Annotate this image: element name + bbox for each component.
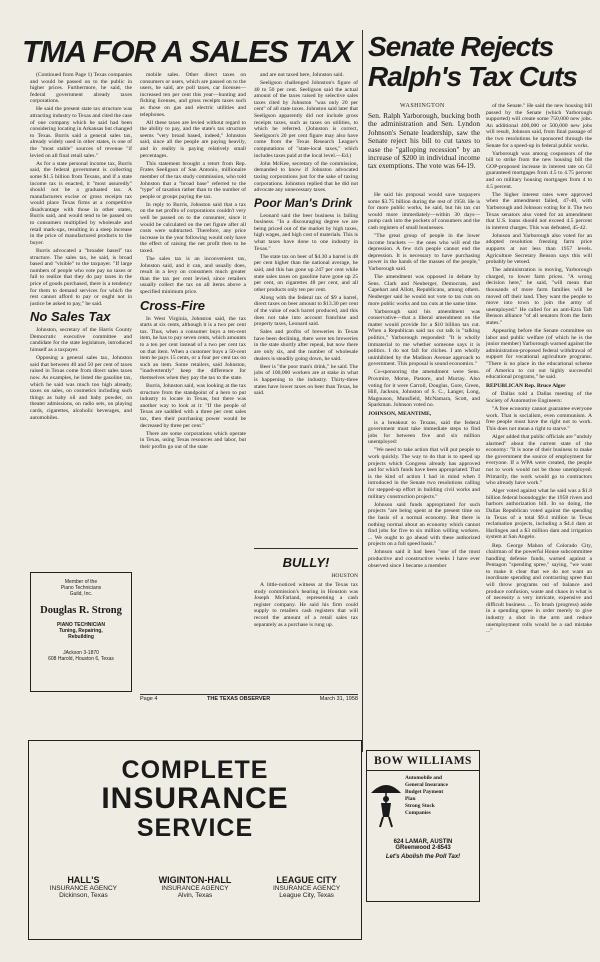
paragraph: Johnson said it had been "one of the most productive and constructive weeks I have ever observed since I became a member [368, 549, 480, 569]
ad-insurance [28, 740, 362, 940]
paragraph: In West Virginia, Johnston said, the tax starts at six cents, although it is a two per cent tax. Thus, when a consumer buys a ten-cent item, he has to pay seven cents, which amounts to a ten per cent instead of a two per cent tax on that item. When a customer buys a 50-cent item he pays 15 cents, or a four per cent tax on such an item. Some retailers, said Johnston, "inadvertently" keep the difference for themselves when they pay the tax to the state. [140, 315, 246, 381]
ad-text: Piano Technicians [60, 585, 102, 591]
ad-bow-williams [366, 750, 480, 902]
paragraph: is a breakout to Texans, said the federal government must take immediate steps to find jobs for between five and six million unemployed: [368, 419, 480, 446]
ad-bow-phone: GReenwood 2-8543 [395, 845, 451, 851]
ad-insurance-line2: INSURANCE [101, 782, 289, 816]
ad-name: Douglas R. Strong [40, 605, 122, 616]
subhead-johnson: JOHNSON, MEANTIME, [368, 411, 432, 417]
paragraph: The state tax on beer of $4.30 a barrel is 48 per cent higher than the national average, he said, and this has gone up 247 per cent while state sales taxes on gasoline have gone up 25 per cent, on cigarettes 48 per cent, and all other products only ten per cent. [254, 253, 358, 293]
paragraph: Seeligson challenged Johnston's figure of 40 to 50 per cent. Seeligson said the actual amount of the taxes raised by selective sales taxes cited by Johnston "was only 20 per cent" of all state taxes. Johnston said later that Seeligson apparently did not include gross receipts taxes, such as taxes on utilities, to which he referred. (Johnston is correct, Seeligson's 20 per cent figure may also have come from the Texas Research League's computations of "state-local taxes," which includes taxes paid at the local level.—Ed.) [254, 80, 358, 159]
paragraph: He said the present state tax structure was attracting industry to Texas and cited the case of one company which he said had been considering locating in Arkansas but changed to Texas. Burris said a general sales tax, already widely used in other states, is one of the "most stable" sources of revenue "if levied on all final retail sales." [30, 106, 132, 159]
bully-title: BULLY! [282, 555, 330, 570]
paragraph: Sales and profits of breweries in Texas have been declining, there were ten breweries in the state shortly after repeal, but now there are only six, and the number of wholesale dealers is steadily going down, he said. [254, 329, 358, 362]
paragraph: and are not taxed here, Johnston said. [260, 72, 344, 78]
paragraph: "The great group of people in the lower income brackets — the ones who will end the depression. A few rich people cannot end the depression. It is necessary to have purchasing power in the hands of the masses of the people," Yarborough said. [368, 233, 480, 273]
paragraph: Yarborough said his amendment was conservative—that a liberal amendment on the matter would provide for a $10 billion tax cut. When a Republican said tax cut talk is "talking politics," Yarborough responded: "It is wholly immaterial to me whether someone says it is politics. I do not fall for cliches. I am wholly uninhibited by the Madison Avenue approach to government. This proposal is sound economics." [368, 308, 480, 368]
ad-text: Rebuilding [68, 634, 94, 640]
column-3 [254, 72, 358, 542]
paragraph: Co-sponsoring the amendment were Sens. Proxmire, Morse, Pastore, and Murray. Also voting for it were Carroll, Douglas, Gore, Green, Hill, Jackson, Johnston of S. C., Langer, Long, Magnuson, Mansfield, McNamara, Scott, and Sparkman. Johnson voted no. [368, 369, 480, 409]
ad-text: Companies [405, 810, 431, 816]
ad-text: PIANO TECHNICIAN [56, 622, 106, 628]
ad-bow-address: 624 LAMAR, AUSTIN [393, 839, 453, 845]
paragraph: Johnston, secretary of the Harris County Democratic executive committee and candidate for the state legislature, introduced himself as a taxpayer. [30, 327, 132, 354]
paragraph: Burris advocated a "broader based" tax structure. The sales tax, he said, is broad based and "visible" to the taxpayer. "If large numbers of people who vote pay no taxes or fail to realize that they do pay taxes in the price of goods purchased, there is a tendency for them to demand services for which the rest cannot afford to pay or ought not in justice be asked to pay," he said. [30, 247, 132, 307]
ad-text: Member of the [64, 579, 98, 585]
paragraph: Johnson and Yarborough also voted for an adopted resolution freezing farm price supports at not less than 1957 levels. Agriculture Secretary Benson says this will probably be vetoed. [486, 232, 592, 266]
agency-type: INSURANCE AGENCY [161, 885, 229, 892]
subhead-cross-fire: Cross-Fire [140, 297, 206, 313]
paragraph: mobile sales. Other direct taxes on consumers or users, which are passed on to the users, he said, are poll taxes, car licenses—increased ten per cent this year—hunting and fishing licenses, and gross receipts taxes such as those on gas and electric utilities and telephones. [140, 72, 246, 118]
paragraph: He said his proposal would save taxpayers some $3.75 billion during the rest of 1958. He is for more public works, he said, but his tax cut would more immediately—within 30 days—pump cash into the pockets of consumers and the cash registers of small businesses. [368, 192, 480, 231]
paragraph: A little-noticed witness at the Texas tax study commission's hearing in Houston was Joseph McFarland, representing a cash register company. He said his firm could supply to retailers cash registers that will record the amount of a retail sales tax separately as a purchase is rung up. [254, 582, 358, 628]
paragraph: "We need to take action that will put people to work quickly. The way to do that is to speed up projects which Congress already has approved and for which funds have been appropriated. That is the kind of action I had in mind when I introduced in the Senate two resolutions calling for stepped-up effort in building civil works and military construction projects." [368, 447, 480, 500]
bully-text [254, 582, 358, 682]
paragraph: The higher interest rates were approved when the amendment failed, 47-40, with Yarborough and Johnson voting for it. The two Texas senators also voted for an amendment that U.S. loans should not exceed 4.5 percent in interest charges. This was defeated, 45-42. [486, 191, 592, 231]
ad-text: Budget Payment [405, 789, 444, 795]
paragraph: Opposing a general sales tax, Johnston said that between 40 and 50 per cent of taxes raised in Texas come from direct sales taxes now. As examples, he listed the gasoline tax, which he said was much too high already, taxes on sales, on cosmetics including such things as baby oil and baby powder, on theater admissions, on radio sets, on playing cards, cigarettes, alcoholic beverages, and automobiles. [30, 355, 132, 421]
footer-rule [140, 694, 358, 695]
agency-city: Dickinson, Texas [59, 892, 108, 899]
ad-bow-slogan: Let's Abolish the Poll Tax! [385, 854, 461, 860]
ad-insurance-line1: COMPLETE [121, 756, 269, 784]
right-column-a [368, 192, 480, 742]
ad-douglas-strong [30, 572, 132, 692]
paragraph: John McKee, secretary of the commission, demanded to know if Johnston advocated taxing corporations just for the sake of taxing corporations. Johnston replied that he did not advocate any unnecessary taxes. [254, 160, 358, 194]
paragraph: There are some corporations which operate in Texas, using Texas resources and labor, but their profits go out of the state [140, 430, 246, 450]
agency-name: LEAGUE CITY [276, 875, 337, 885]
paragraph: of the Senate." He said the new housing bill passed by the Senate (which Yarborough supported) will create some 750,000 new jobs. An additional 400,000 or 500,000 new jobs will result, Johnson said, from final passage of the two resolutions he sponsored through the Senate for a speed-up in federal public works. [486, 103, 592, 149]
agency-league-city [273, 875, 340, 899]
paragraph: The sales tax is an inconvenient tax, Johnston said, and it can, and usually does, result in a levy on consumers much greater than the tax per cent levied, since retailers usually collect the tax on all items above a specified minimum price. [140, 256, 246, 295]
paragraph: All these taxes are levied without regard to the ability to pay, and the state's tax structure seems "very broad based, indeed," Johnston said, since all the people are paying heavily, and in reality is paying relatively small percentages. [140, 119, 246, 159]
paragraph: Alger voted against what he said was a $1.8 billion federal boondoggle: the 1958 rivers and harbors authorization bill. In so doing, the Dallas Republican voted against the spending in Texas of a total $9.4 million in Texas reclamation projects, including a $4.4 dam at Harlingen and a $3 million dam and irrigation system at San Angelo. [486, 488, 592, 541]
column-1 [30, 72, 132, 564]
ad-insurance-line3: SERVICE [136, 813, 254, 842]
paragraph: "A free economy cannot guarantee everyone work. That is socialism, even communism. A free people must have the right not to work. This does not mean a right to starve." [486, 406, 592, 432]
agency-type: INSURANCE AGENCY [273, 885, 341, 892]
umbrella-figure-icon [367, 775, 405, 831]
paragraph: Beer is "the poor man's drink," he said. The jobs of 100,000 workers are at stake in what is happening to the industry. Thirty-three states have lower taxes on beer than Texas, he said. [254, 363, 358, 397]
right-column-b [486, 103, 592, 949]
ad-address: 608 Harold, Houston 6, Texas [48, 656, 114, 662]
column-2 [140, 72, 246, 692]
paragraph: Alger added that public officials are "unduly alarmed" about the current state of the economy: "It is none of their business to make the government the source of employment for everyone. If a WPA were created, the people not to work would not be those unemployed. Primarily, the work would go to contractors who already have work." [486, 434, 592, 487]
agency-type: INSURANCE AGENCY [49, 885, 117, 892]
paragraph: This statement brought a retort from Rep. Frates Seeligson of San Antonio, millionaire member of the tax study commission, who told Johnston that a "broad base" referred to the "type" of taxation rather than to the number of people or groups paying the tax. [140, 160, 246, 200]
page-footer [140, 696, 358, 702]
bully-dateline: HOUSTON [331, 573, 358, 579]
paragraph: The administration is moving, Yarborough charged, to lower farm prices. "A wrong decision here," he said, "will mean that thousands of more farm families will be moved off their land. They want the people to move into town to join the army of unemployed." He called for an anti-Ezra Taft Benson alliance "of all senators from the farm states." [486, 267, 592, 326]
paragraph: (Continued from Page 1) Texas companies and would be passed on to the public in higher prices. Furthermore, he said, the federal government already taxes corporations. [30, 72, 132, 105]
paragraph: As for a state personal income tax, Burris said, the federal government is collecting some $1.5 billion from Texans, and if a state income tax is enacted, it "most assuredly" should not be a graduated tax. A manufacturers excise or gross receipts tax would place Texas firms at a competitive disadvantage with those in other states, Burris said, and would tend to be passed on to consumers multiplied by wholesale and retail mark-ups, resulting in a steep increase in the price of manufactured products to the buyer. [30, 160, 132, 246]
ad-text: Strong Stock [405, 803, 435, 809]
agency-halls [50, 875, 117, 899]
ad-text: Automobile and [405, 775, 442, 781]
agency-city: League City, Texas [279, 892, 334, 899]
paragraph: Yarborough was among cosponsors of the bill to strike from the new housing bill the GOP-proposed increase in interest rate on GI guaranteed mortgages from 4.5 to 4.75 percent and on military housing mortgages from 4 to 4.5 percent. [486, 150, 592, 190]
paragraph: of Dallas told a Dallas meeting of the Society of Automotive Engineers: [486, 391, 592, 405]
paragraph: Johnson said funds appropriated for such projects "are being spent at the present time on the basis of a normal economy. But there is nothing normal about an economy which cannot find jobs for five to six million willing workers. ... We ought to go ahead with these authorized projects on a full speed basis." [368, 501, 480, 548]
paragraph: Burris, Johnston said, was looking at the tax structure from the standpoint of a hero to put industry to locate in Texas, but there was another way to look at it: "If the people of Texas are saddled with a three per cent sales tax, then their purchasing power would be decreased by three per cent." [140, 383, 246, 429]
paragraph: In reply to Burris, Johnston said that a tax on the net profits of corporations couldn't very well be passed on to the consumer, since it would be calculated on the net figure after all costs were subtracted. Therefore, any price increase in the year following would only have the effect of raising the net profit then to be taxed. [140, 201, 246, 254]
agency-city: Alvin, Texas [177, 892, 213, 899]
footer-paper: THE TEXAS OBSERVER [207, 696, 271, 702]
subhead-poor-mans-drink: Poor Man's Drink [254, 195, 353, 210]
ad-text: General Insurance [405, 782, 448, 788]
subhead-republican: REPUBLICAN Rep. Bruce Alger [486, 382, 566, 389]
ad-text: Plan [405, 796, 416, 802]
right-lead: Sen. Ralph Yarborough, bucking both the administration and Sen. Lyndon Johnson's Senate leadership, saw the Senate reject his bill to cut taxes to ease the "galloping recession" by an increase of $200 in individual income tax exemptions. The vote was 64-19. [368, 111, 480, 171]
ad-phone: JAckson 3-1870 [63, 650, 99, 656]
agency-name: WIGINTON-HALL [158, 875, 232, 885]
ad-text: Guild, Inc. [69, 591, 93, 597]
headline-senate: Senate Rejects Ralph's Tax Cuts [368, 31, 577, 92]
headline-sales-tax: TMA FOR A SALES TAX [22, 34, 353, 69]
footer-date: March 31, 1958 [319, 696, 358, 702]
bully-box [254, 548, 358, 688]
divider [362, 30, 363, 752]
ad-bow-name: BOW WILLIAMS [367, 755, 479, 771]
agency-wiginton-hall [159, 875, 232, 899]
right-dateline: WASHINGTON [400, 103, 445, 109]
agency-name: HALL'S [67, 875, 100, 885]
paragraph: Along with the federal tax of $9 a barrel, direct taxes on beer amount to $13.30 per cent of the value of each barrel produced, and this does not take into account franchise and property taxes, Leonard said. [254, 294, 358, 328]
paragraph: Appearing before the Senate committee on labor and public welfare (of which he is the junior member) Yarborough warned against the administration-proposed federal withdrawal of support for vocational agriculture programs. "There is no place in the educational scheme of America to cut out highly successful educational programs," he said. [486, 328, 592, 381]
paragraph: The amendment was opposed in debate by Sens. Clark and Neuberger, Democrats, and Capehart and Allott, Republicans, among others. Neuberger said he would not vote to tax cuts on more public works and tax cuts at the same time. [368, 274, 480, 307]
paragraph: Leonard said the beer business is failing business. "In a discouraging degree we are being priced out of the market by high taxes, high wages, and high cost of materials. This is what taxes have done to one industry in Texas." [254, 212, 358, 252]
footer-page: Page 4 [140, 696, 158, 702]
paragraph: Rep. George Mahon of Colorado City, chairman of the powerful House subcommittee handling defense funds, warned against a Pentagon "spending spree," saying, "we want to make it clear that we do not want an inordinate spending and contracting spree that will throw programs out of balance and produce confusion, waste and chaos in what is of necessity a very intricate, expensive and difficult business. ... To brush (progress) aside in a spending spree in order merely to give industry a shot in the arm and reduce unemployment rolls would be a sad mistake ..." [486, 542, 592, 635]
ad-text: Tuning, Repairing, [59, 628, 103, 634]
subhead-no-sales-tax: No Sales Tax [30, 309, 111, 325]
